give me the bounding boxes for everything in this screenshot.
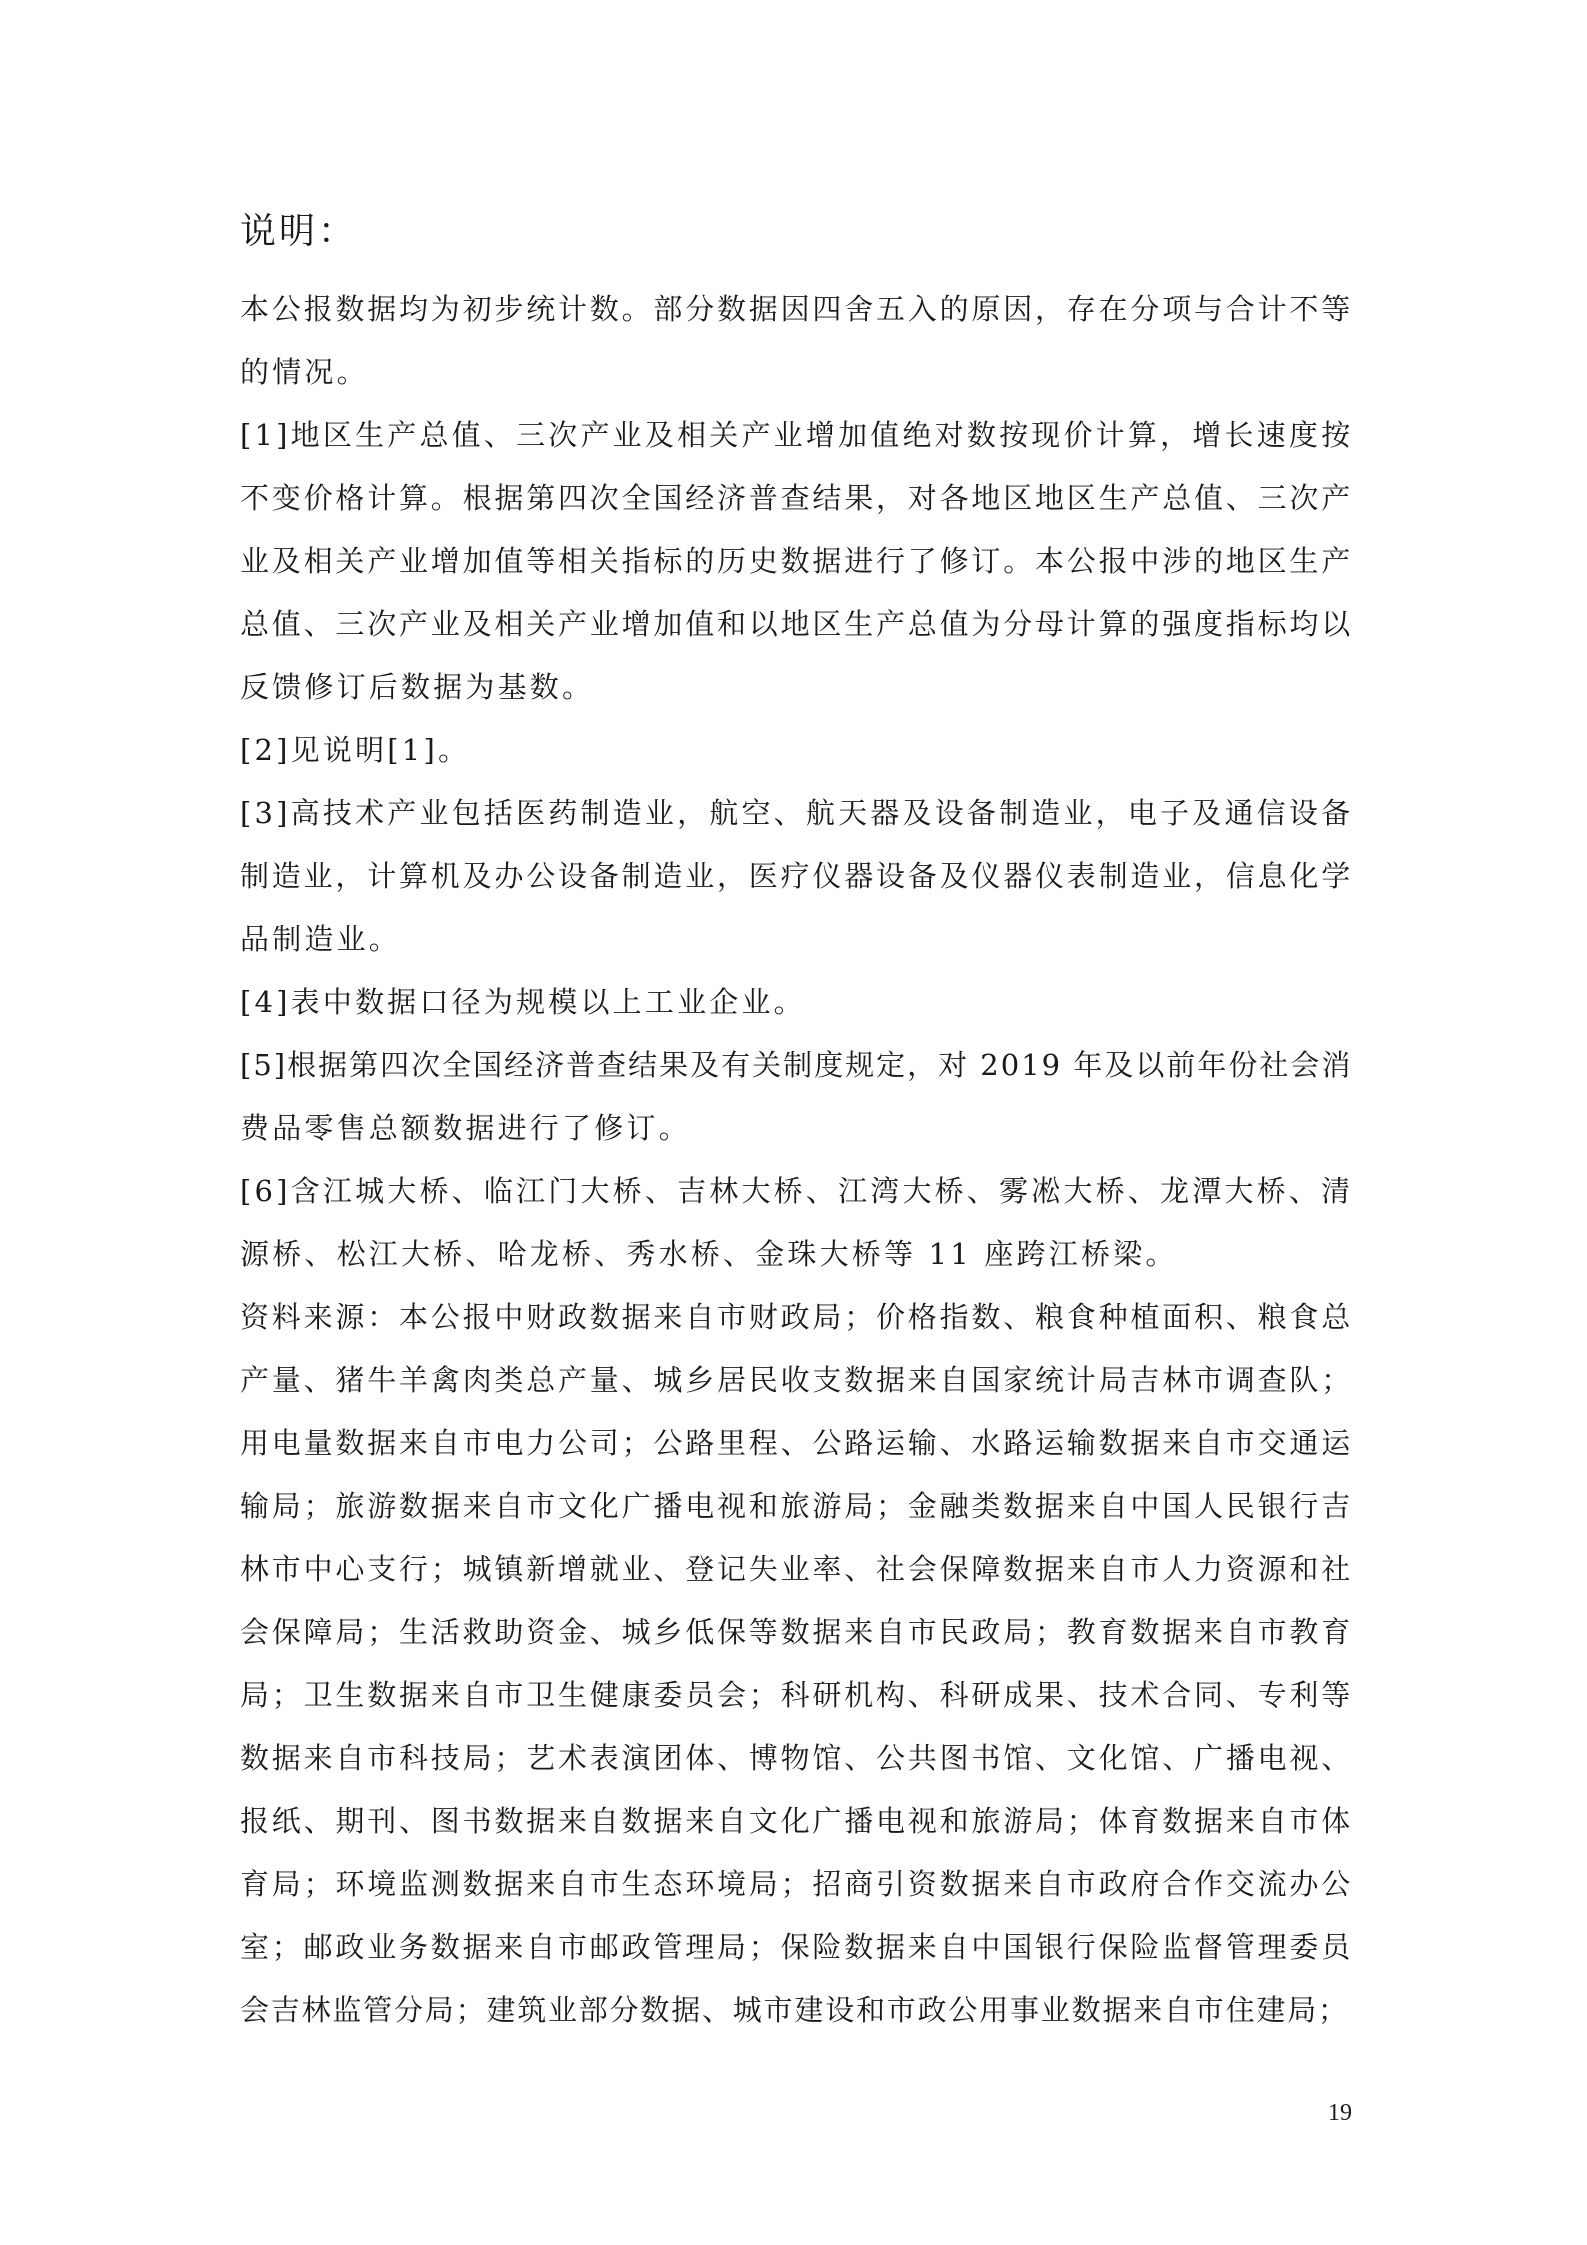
- text-line: 林市中心支行；城镇新增就业、登记失业率、社会保障数据来自市人力资源和社: [240, 1552, 1354, 1586]
- text-line: 本公报数据均为初步统计数。部分数据因四舍五入的原因，存在分项与合计不等: [240, 292, 1354, 326]
- text-line: 用电量数据来自市电力公司；公路里程、公路运输、水路运输数据来自市交通运: [240, 1426, 1354, 1460]
- text-line: 产量、猪牛羊禽肉类总产量、城乡居民收支数据来自国家统计局吉林市调查队；: [240, 1363, 1354, 1397]
- text-line: 局；卫生数据来自市卫生健康委员会；科研机构、科研成果、技术合同、专利等: [240, 1678, 1354, 1712]
- text-line: 业及相关产业增加值等相关指标的历史数据进行了修订。本公报中涉的地区生产: [240, 544, 1354, 578]
- text-line: 资料来源：本公报中财政数据来自市财政局；价格指数、粮食种植面积、粮食总: [240, 1300, 1354, 1334]
- text-line: 数据来自市科技局；艺术表演团体、博物馆、公共图书馆、文化馆、广播电视、: [240, 1741, 1354, 1775]
- page-number: 19: [1328, 2100, 1352, 2126]
- text-line: 源桥、松江大桥、哈龙桥、秀水桥、金珠大桥等 11 座跨江桥梁。: [240, 1237, 1178, 1271]
- text-line: [5]根据第四次全国经济普查结果及有关制度规定，对 2019 年及以前年份社会消: [240, 1048, 1353, 1082]
- text-line: 总值、三次产业及相关产业增加值和以地区生产总值为分母计算的强度指标均以: [240, 607, 1354, 641]
- text-line: [4]表中数据口径为规模以上工业企业。: [240, 985, 806, 1019]
- text-line: [2]见说明[1]。: [240, 733, 471, 767]
- text-line: 品制造业。: [240, 922, 402, 956]
- text-line: 会保障局；生活救助资金、城乡低保等数据来自市民政局；教育数据来自市教育: [240, 1615, 1354, 1649]
- text-line: 费品零售总额数据进行了修订。: [240, 1111, 691, 1145]
- text-line: 会吉林监管分局；建筑业部分数据、城市建设和市政公用事业数据来自市住建局；: [240, 1993, 1349, 2027]
- notes-body: [240, 278, 1355, 2042]
- text-line: 制造业，计算机及办公设备制造业，医疗仪器设备及仪器仪表制造业，信息化学: [240, 859, 1354, 893]
- text-line: 的情况。: [240, 355, 369, 389]
- text-line: 室；邮政业务数据来自市邮政管理局；保险数据来自中国银行保险监督管理委员: [240, 1930, 1354, 1964]
- text-line: 不变价格计算。根据第四次全国经济普查结果，对各地区地区生产总值、三次产: [240, 481, 1354, 515]
- section-heading: 说明：: [240, 211, 358, 252]
- text-line: 报纸、期刊、图书数据来自数据来自文化广播电视和旅游局；体育数据来自市体: [240, 1804, 1354, 1838]
- text-line: 反馈修订后数据为基数。: [240, 670, 595, 704]
- text-line: [1]地区生产总值、三次产业及相关产业增加值绝对数按现价计算，增长速度按: [240, 418, 1354, 452]
- text-line: 输局；旅游数据来自市文化广播电视和旅游局；金融类数据来自中国人民银行吉: [240, 1489, 1354, 1523]
- text-line: 育局；环境监测数据来自市生态环境局；招商引资数据来自市政府合作交流办公: [240, 1867, 1354, 1901]
- text-line: [3]高技术产业包括医药制造业，航空、航天器及设备制造业，电子及通信设备: [240, 796, 1354, 830]
- text-line: [6]含江城大桥、临江门大桥、吉林大桥、江湾大桥、雾凇大桥、龙潭大桥、清: [240, 1174, 1354, 1208]
